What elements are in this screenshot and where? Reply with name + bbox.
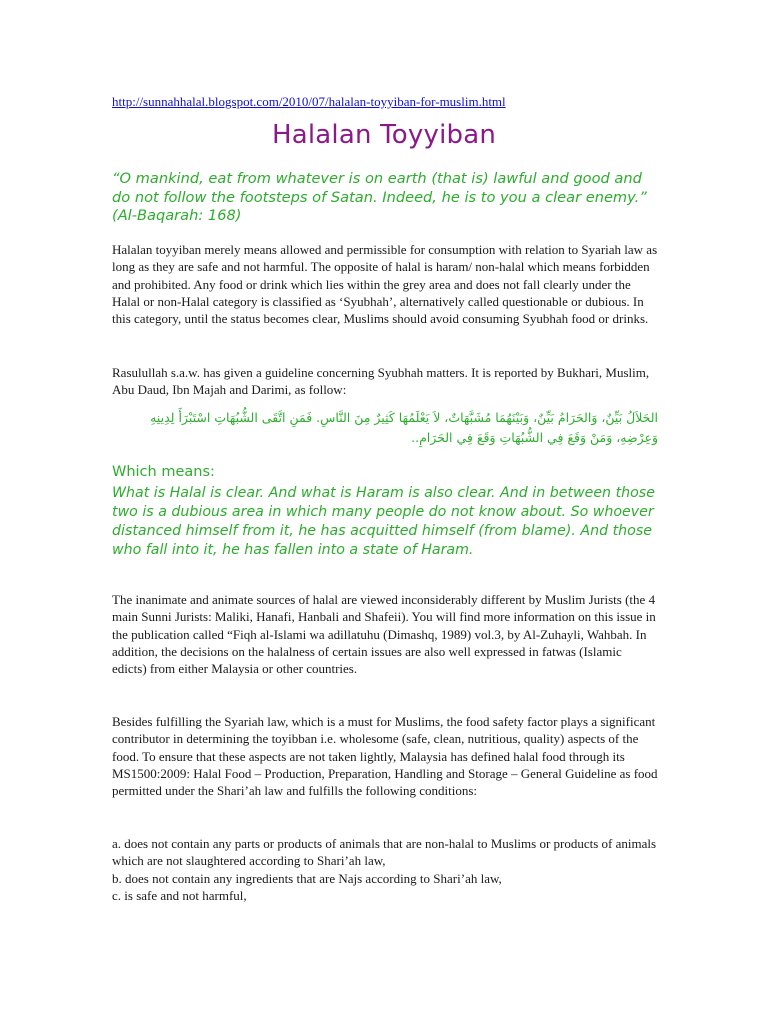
- quran-verse: “O mankind, eat from whatever is on earth (that is) lawful and good and do not follow the footsteps of Satan. Indeed, he is to you a clear enemy.” (Al-Baqarah: 168): [112, 170, 647, 224]
- list-item: c. is safe and not harmful,: [112, 887, 247, 903]
- source-link[interactable]: http://sunnahhalal.blogspot.com/2010/07/halalan-toyyiban-for-muslim.html: [112, 94, 506, 109]
- food-safety-paragraph: Besides fulfilling the Syariah law, which is a must for Muslims, the food safety factor plays a significant contributor in determining the toyibban i.e. wholesome (safe, clean, nutritious, quality) aspects of the food. To ensure that these aspects are not taken lightly, Malaysia has defined halal food through its MS1500:2009: Halal Food – Production, Preparation, Handling and Storage – General Guideline as food permitted under the Shari’ah law and fulfills the following conditions:: [112, 714, 658, 799]
- conditions-list: [112, 835, 658, 904]
- list-item: b. does not contain any ingredients that are Najs according to Shari’ah law,: [112, 870, 502, 886]
- which-means-label: Which means:: [112, 464, 215, 480]
- sources-paragraph: The inanimate and animate sources of halal are viewed inconsiderably different by Muslim Jurists (the 4 main Sunni Jurists: Maliki, Hanafi, Hanbali and Shafeii). You will find more information on this issue in the publication called “Fiqh al-Islami wa adillatuhu (Dimashq, 1989) vol.3, by Al-Zuhayli, Wahbah. In addition, the decisions on the halalness of certain issues are also well expressed in fatwas (Islamic edicts) from either Malaysia or other countries.: [112, 592, 656, 677]
- page-title: Halalan Toyyiban: [271, 120, 497, 150]
- hadith-arabic: الحَلاَلُ بَيِّنٌ، وَالحَرَامُ بَيِّنٌ، وَبَيْنَهُمَا مُشَبَّهَاتٌ، لاَ يَعْلَمُهَا كَثِيرٌ مِنَ النَّاسِ. فَمَنِ اتَّقَى الشُّبُهَاتِ اسْتَبْرَأَ لِدِينِهِ وَعِرْضِهِ، وَمَنْ وَقَعَ فِي الشُّبُهَاتِ وَقَعَ فِي الحَرَامِ..: [150, 410, 658, 445]
- guideline-paragraph: Rasulullah s.a.w. has given a guideline concerning Syubhah matters. It is reported by Bukhari, Muslim, Abu Daud, Ibn Majah and Darimi, as follow:: [112, 365, 650, 398]
- list-item: a. does not contain any parts or products of animals that are non-halal to Muslims or products of animals which are not slaughtered according to Shari’ah law,: [112, 836, 657, 869]
- intro-paragraph: Halalan toyyiban merely means allowed and permissible for consumption with relation to Syariah law as long as they are safe and not harmful. The opposite of halal is haram/ non-halal which means forbidden and prohibited. Any food or drink which lies within the grey area and does not fall clearly under the Halal or non-Halal category is classified as ‘Syubhah’, alternatively called questionable or dubious. In this category, until the status becomes clear, Muslims should avoid consuming Syubhah food or drinks.: [112, 242, 658, 327]
- hadith-translation: What is Halal is clear. And what is Haram is also clear. And in between those two is a dubious area in which many people do not know about. So whoever distanced himself from it, he has acquitted himself (from blame). And those who fall into it, he has fallen into a state of Haram.: [112, 485, 655, 558]
